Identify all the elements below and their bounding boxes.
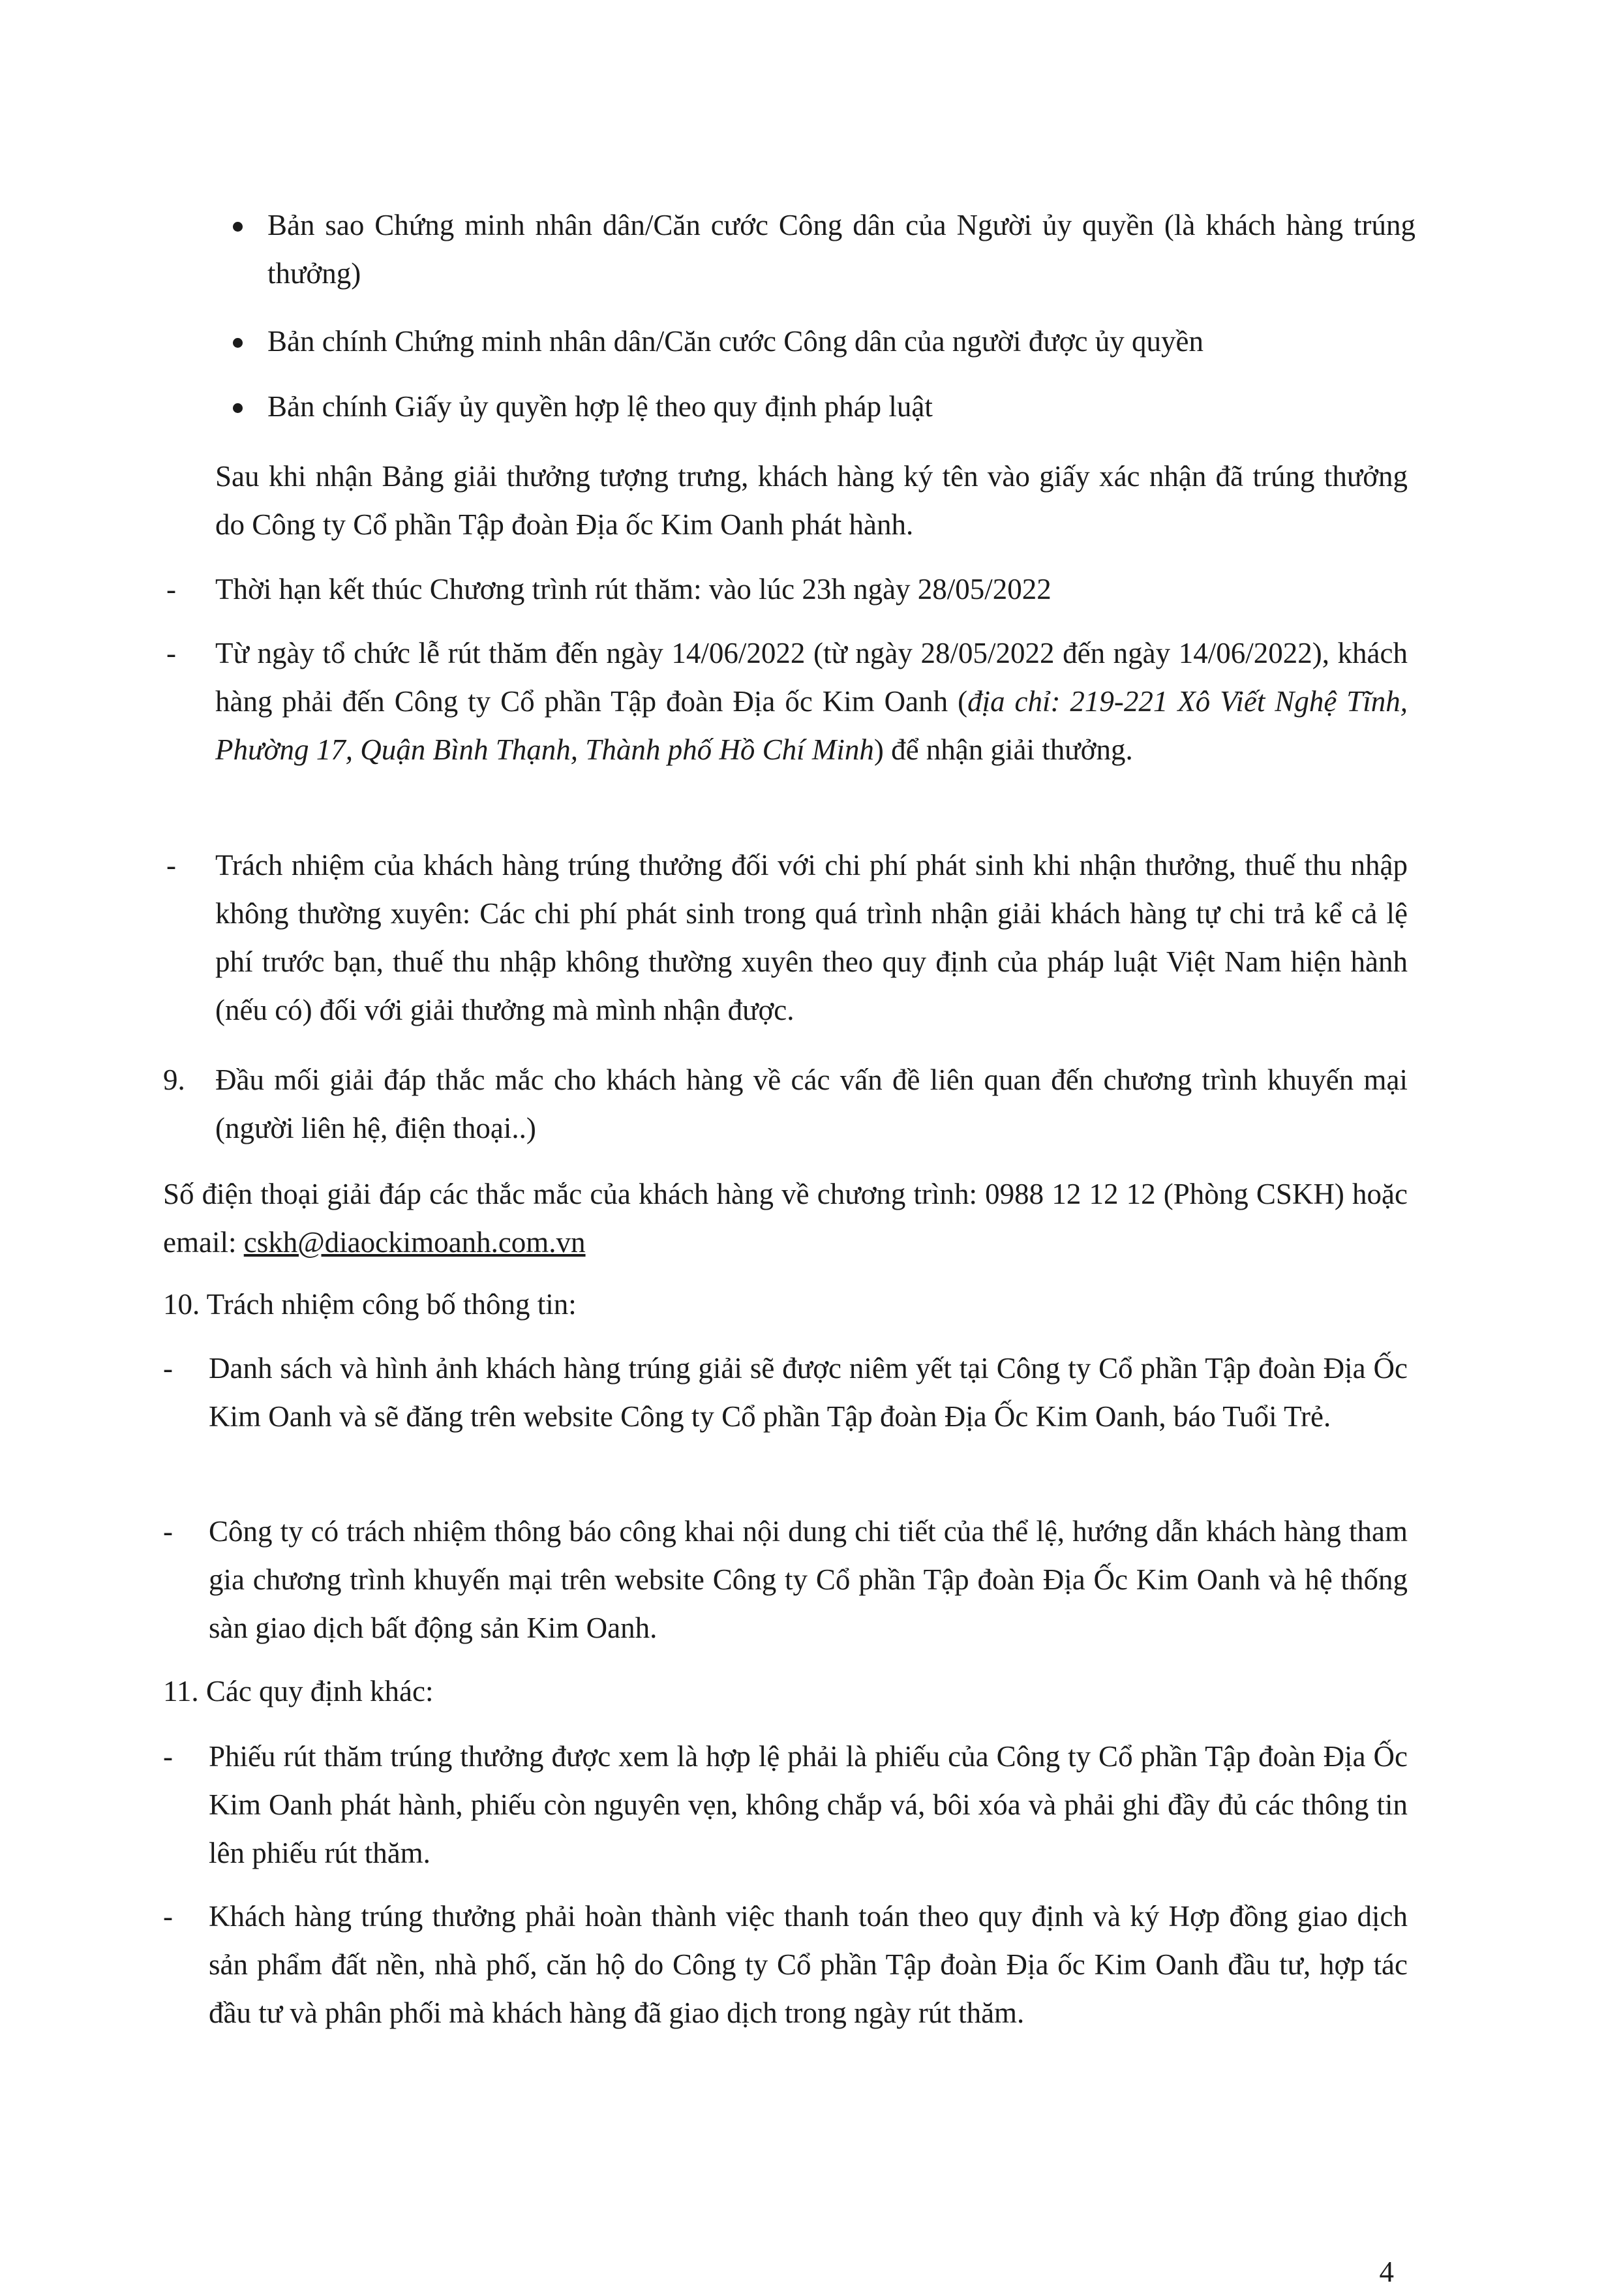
dash-marker: -	[163, 1515, 173, 1548]
section-9-number: 9.	[163, 1064, 185, 1096]
deadline-item: Thời hạn kết thúc Chương trình rút thăm: vào lúc 23h ngày 28/05/2022	[215, 573, 1052, 605]
dash-marker: -	[163, 1352, 173, 1385]
pickup-address: địa chỉ: 219-221 Xô Viết Nghệ Tĩnh, Phường 17, Quận Bình Thạnh, Thành phố Hồ Chí Minh	[215, 685, 1408, 766]
pickup-text-before: Từ ngày tổ chức lễ rút thăm đến ngày 14/06/2022 (từ ngày 28/05/2022 đến ngày 14/06/2022), khách hàng phải đến Công ty Cổ phần Tập đoàn Địa ốc Kim Oanh (	[215, 637, 1408, 718]
contact-text: Số điện thoại giải đáp các thắc mắc của khách hàng về chương trình: 0988 12 12 12 (Phòng CSKH) hoặc email:	[163, 1178, 1408, 1259]
section-10-heading: 10. Trách nhiệm công bố thông tin:	[163, 1288, 577, 1321]
section-11-item: Khách hàng trúng thưởng phải hoàn thành việc thanh toán theo quy định và ký Hợp đồng giao dịch sản phẩm đất nền, nhà phố, căn hộ do Công ty Cổ phần Tập đoàn Địa ốc Kim Oanh đầu tư, hợp tác đầu tư và phân phối mà khách hàng đã giao dịch trong ngày rút thăm.	[209, 1900, 1408, 2029]
bullet-marker	[233, 222, 243, 232]
section-10-item: Danh sách và hình ảnh khách hàng trúng giải sẽ được niêm yết tại Công ty Cổ phần Tập đoàn Địa Ốc Kim Oanh và sẽ đăng trên website Công ty Cổ phần Tập đoàn Địa Ốc Kim Oanh, báo Tuổi Trẻ.	[209, 1352, 1408, 1433]
contact-email-link[interactable]: cskh@diaockimoanh.com.vn	[243, 1226, 586, 1259]
bullet-item-authorization: Bản chính Giấy ủy quyền hợp lệ theo quy định pháp luật	[267, 390, 933, 423]
page-number: 4	[1379, 2256, 1394, 2288]
bullet-item-cmnd-copy: Bản sao Chứng minh nhân dân/Căn cước Công dân của Người ủy quyền (là khách hàng trúng thưởng)	[267, 209, 1415, 290]
bullet-item-cmnd-original: Bản chính Chứng minh nhân dân/Căn cước Công dân của người được ủy quyền	[267, 325, 1203, 358]
paragraph-after-bullets: Sau khi nhận Bảng giải thưởng tượng trưng, khách hàng ký tên vào giấy xác nhận đã trúng thưởng do Công ty Cổ phần Tập đoàn Địa ốc Kim Oanh phát hành.	[215, 460, 1408, 541]
bullet-marker	[233, 403, 243, 413]
section-11-item: Phiếu rút thăm trúng thưởng được xem là hợp lệ phải là phiếu của Công ty Cổ phần Tập đoàn Địa Ốc Kim Oanh phát hành, phiếu còn nguyên vẹn, không chắp vá, bôi xóa và phải ghi đầy đủ các thông tin lên phiếu rút thăm.	[209, 1740, 1408, 1869]
dash-marker: -	[166, 849, 176, 881]
section-10-item: Công ty có trách nhiệm thông báo công khai nội dung chi tiết của thể lệ, hướng dẫn khách hàng tham gia chương trình khuyến mại trên website Công ty Cổ phần Tập đoàn Địa Ốc Kim Oanh và hệ thống sàn giao dịch bất động sản Kim Oanh.	[209, 1515, 1408, 1644]
dash-marker: -	[163, 1740, 173, 1773]
pickup-item	[215, 629, 1408, 774]
bullet-marker	[233, 338, 243, 348]
dash-marker: -	[166, 637, 176, 669]
dash-marker: -	[163, 1900, 173, 1933]
contact-paragraph	[163, 1170, 1408, 1266]
pickup-text-after: ) để nhận giải thưởng.	[873, 733, 1133, 766]
responsibility-item: Trách nhiệm của khách hàng trúng thưởng đối với chi phí phát sinh khi nhận thưởng, thuế thu nhập không thường xuyên: Các chi phí phát sinh trong quá trình nhận giải khách hàng tự chi trả kể cả lệ phí trước bạn, thuế thu nhập không thường xuyên theo quy định của pháp luật Việt Nam hiện hành (nếu có) đối với giải thưởng mà mình nhận được.	[215, 849, 1408, 1026]
section-11-heading: 11. Các quy định khác:	[163, 1675, 434, 1707]
section-9-heading: Đầu mối giải đáp thắc mắc cho khách hàng về các vấn đề liên quan đến chương trình khuyến mại (người liên hệ, điện thoại..)	[215, 1064, 1408, 1144]
dash-marker: -	[166, 573, 176, 605]
